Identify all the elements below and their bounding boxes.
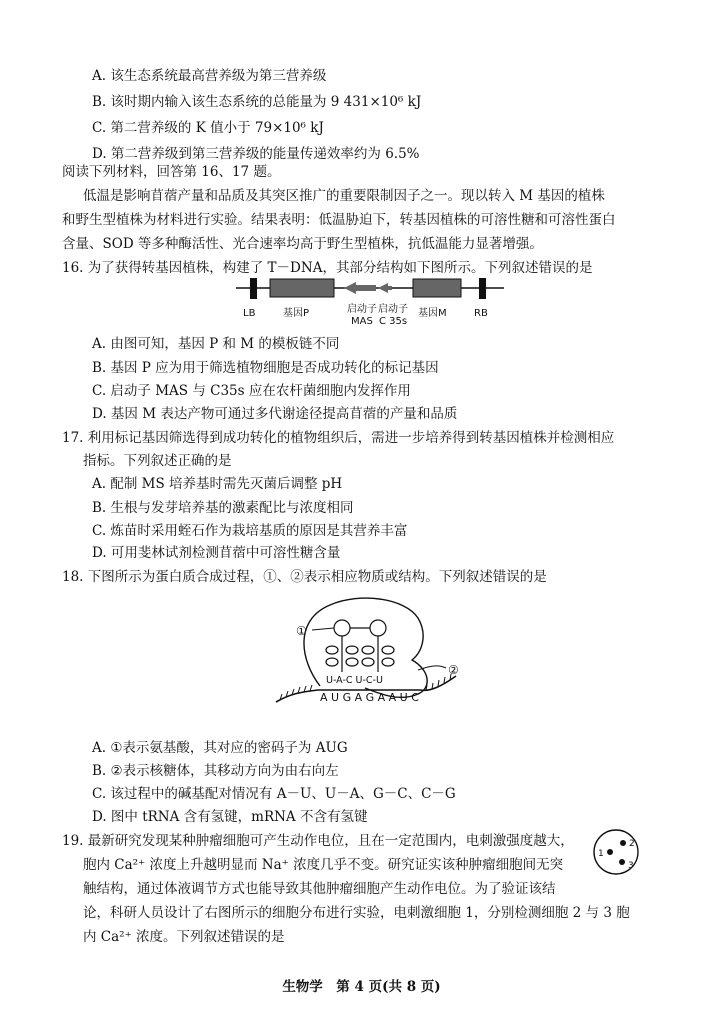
translation-diagram (270, 590, 470, 720)
q19-stem-cont: 触结构，通过体液调节方式也能导致其他肿瘤细胞产生动作电位。为了验证该结 (83, 881, 556, 897)
q19-stem-cont: 论，科研人员设计了右图所示的细胞分布进行实验，电刺激细胞 1，分别检测细胞 2 与 3 胞 (83, 905, 630, 921)
material-line: 含量、SOD 等多种酶活性、光合速率均高于野生型植株，抗低温能力显著增强。 (62, 236, 543, 252)
cell-2-label: 2 (629, 839, 635, 849)
q17-stem: 17. 利用标记基因筛选得到成功转化的植物组织后，需进一步培养得到转基因植株并检测相应 (62, 430, 615, 446)
q19-stem-cont: 内 Ca²⁺ 浓度。下列叙述错误的是 (83, 929, 285, 945)
cell-3 (619, 859, 625, 865)
gene-p-label: 基因P (283, 308, 310, 319)
reading-intro: 阅读下列材料，回答第 16、17 题。 (62, 164, 281, 180)
gene-m-box (413, 279, 461, 297)
c35s-promoter-arrow (378, 283, 392, 293)
mas-label: MAS (351, 316, 373, 327)
gene-p-box (270, 279, 334, 297)
marker-1-leader (312, 628, 334, 630)
cell-1-label: 1 (598, 849, 604, 859)
c35s-label: C 35s (379, 316, 408, 327)
q17-option-d: D. 可用斐林试剂检测苜蓿中可溶性糖含量 (92, 545, 341, 561)
rb-label: RB (474, 308, 488, 319)
cell-distribution-diagram (592, 828, 640, 876)
q16-option-c: C. 启动子 MAS 与 C35s 应在农杆菌细胞内发挥作用 (92, 383, 411, 399)
marker-1: ① (296, 624, 307, 638)
q15-option-b: B. 该时期内输入该生态系统的总能量为 9 431×10⁶ kJ (92, 94, 422, 110)
q16-option-d: D. 基因 M 表达产物可通过多代谢途径提高苜蓿的产量和品质 (92, 406, 458, 422)
mrna-sequence: A U G A G A A U C (320, 691, 419, 704)
material-line: 和野生型植株为材料进行实验。结果表明：低温胁迫下，转基因植株的可溶性糖和可溶性蛋白 (62, 212, 616, 228)
q17-option-b: B. 生根与发芽培养基的激素配比与浓度相同 (92, 500, 354, 516)
page-footer: 生物学 第 4 页(共 8 页) (282, 979, 441, 995)
q16-option-a: A. 由图可知，基因 P 和 M 的模板链不同 (92, 336, 340, 352)
cell-1 (607, 849, 613, 855)
cell-2 (620, 840, 626, 846)
q18-option-a: A. ①表示氨基酸，其对应的密码子为 AUG (92, 740, 348, 756)
q15-option-a: A. 该生态系统最高营养级为第三营养级 (92, 68, 327, 84)
material-line: 低温是影响苜蓿产量和品质及其突区推广的重要限制因子之一。现以转入 M 基因的植株 (83, 188, 605, 204)
mas-label: 启动子 (347, 304, 377, 315)
anticodon-label: U-A-C U-C-U (326, 675, 383, 686)
q17-option-a: A. 配制 MS 培养基时需先灭菌后调整 pH (92, 476, 343, 492)
q18-option-b: B. ②表示核糖体，其移动方向为由右向左 (92, 763, 339, 779)
q18-option-c: C. 该过程中的碱基配对情况有 A－U、U－A、G－C、C－G (92, 786, 456, 802)
q18-stem: 18. 下图所示为蛋白质合成过程，①、②表示相应物质或结构。下列叙述错误的是 (62, 569, 547, 585)
t-dna-diagram (230, 276, 510, 332)
lb-label: LB (243, 308, 256, 319)
marker-2: ② (448, 663, 459, 677)
q19-stem: 19. 最新研究发现某种肿瘤细胞可产生动作电位，且在一定范围内，电刺激强度越大， (62, 833, 574, 849)
q16-stem: 16. 为了获得转基因植株，构建了 T－DNA，其部分结构如下图所示。下列叙述错误的是 (62, 260, 593, 276)
q17-stem-cont: 指标。下列叙述正确的是 (83, 453, 232, 469)
q16-option-b: B. 基因 P 应为用于筛选植物细胞是否成功转化的标记基因 (92, 360, 439, 376)
cell-3-label: 3 (628, 861, 634, 871)
q15-option-c: C. 第二营养级的 K 值小于 79×10⁶ kJ (92, 120, 324, 136)
q19-stem-cont: 胞内 Ca²⁺ 浓度上升越明显而 Na⁺ 浓度几乎不变。研究证实该种肿瘤细胞间无突 (83, 857, 564, 873)
mas-promoter-arrow (344, 282, 376, 294)
gene-m-label: 基因M (418, 308, 447, 319)
rb-border-block (479, 278, 486, 299)
q15-option-d: D. 第二营养级到第三营养级的能量传递效率约为 6.5% (92, 146, 420, 162)
c35s-label: 启动子 (378, 304, 408, 315)
q18-option-d: D. 图中 tRNA 含有氢键，mRNA 不含有氢键 (92, 809, 368, 825)
q17-option-c: C. 炼苗时采用蛭石作为栽培基质的原因是其营养丰富 (92, 523, 408, 539)
lb-border-block (250, 278, 257, 299)
